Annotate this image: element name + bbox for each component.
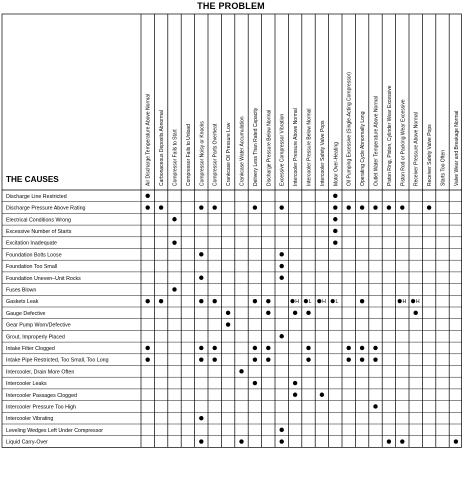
- cause-row: [6, 416, 204, 422]
- problem-mark-dot: [213, 205, 217, 209]
- problem-mark-dot: [226, 322, 230, 326]
- problem-mark-dot: [159, 205, 163, 209]
- cause-label: Discharge Pressure Above Rating: [6, 205, 86, 212]
- cause-row: [6, 205, 431, 211]
- problem-header: Air Discharge Temperature Above Normal: [145, 93, 152, 186]
- problem-header: Compressor Parts Overheat: [212, 123, 219, 186]
- problem-mark-dot: [146, 205, 150, 209]
- problem-mark-dot: [199, 439, 203, 443]
- problem-mark-dot: [347, 357, 351, 361]
- cause-label: Grout, Improperly Placed: [6, 334, 65, 341]
- problem-mark-dot: [199, 416, 203, 420]
- problem-header-title: THE PROBLEM: [197, 1, 265, 11]
- cause-row: [6, 287, 177, 293]
- problem-mark-dot: [306, 357, 310, 361]
- problem-header: Intercooler Pressure Below Normal: [306, 108, 313, 186]
- problem-mark-dot: [280, 205, 284, 209]
- cause-row: [6, 381, 297, 387]
- problem-mark-dot: [320, 393, 324, 397]
- problem-mark-dot: [253, 205, 257, 209]
- cause-rows: [6, 194, 458, 446]
- problem-mark-suffix: L: [335, 299, 339, 306]
- problem-mark-dot: [387, 205, 391, 209]
- cause-row: [6, 439, 458, 445]
- cause-label: Excessive Number of Starts: [6, 228, 72, 235]
- problem-header: Carbonaceous Deposits Abnormal: [159, 110, 166, 186]
- problem-mark-dot: [172, 217, 176, 221]
- problem-mark-dot: [213, 357, 217, 361]
- problem-header: Receiver Safety Valve Pops: [427, 124, 434, 186]
- problem-mark-dot: [293, 311, 297, 315]
- cause-row: [6, 264, 284, 270]
- problem-mark-dot: [199, 252, 203, 256]
- problem-mark-dot: [360, 299, 364, 303]
- problem-mark-dot: [290, 299, 294, 303]
- problem-mark-dot: [373, 357, 377, 361]
- cause-row: [6, 393, 324, 399]
- problem-mark-dot: [280, 264, 284, 268]
- problem-mark-dot: [293, 381, 297, 385]
- problem-column-headers: [146, 72, 460, 186]
- problem-header: Motor Over-Heating: [333, 142, 340, 186]
- problem-mark-dot: [280, 439, 284, 443]
- problem-mark-dot: [400, 205, 404, 209]
- cause-row: [6, 357, 378, 363]
- problem-mark-suffix: H: [295, 299, 300, 306]
- cause-row: [6, 240, 337, 246]
- problem-mark-dot: [360, 346, 364, 350]
- problem-mark-dot: [427, 205, 431, 209]
- cause-label: Fuses Blown: [6, 287, 37, 294]
- problem-mark-dot: [253, 357, 257, 361]
- cause-label: Intercooler Passages Clogged: [6, 392, 77, 399]
- problem-mark-dot: [333, 217, 337, 221]
- problem-mark-dot: [387, 439, 391, 443]
- problem-mark-dot: [304, 299, 308, 303]
- cause-label: Intercooler Vibrating: [6, 416, 54, 423]
- cause-label: Foundation Too Small: [6, 264, 58, 271]
- problem-mark-dot: [333, 240, 337, 244]
- problem-mark-dot: [333, 229, 337, 233]
- cause-row: [6, 346, 378, 352]
- cause-row: [6, 311, 418, 317]
- problem-mark-dot: [266, 346, 270, 350]
- cause-row: [6, 334, 284, 340]
- cause-row: [6, 217, 337, 223]
- causes-header-title: THE CAUSES: [6, 175, 59, 184]
- problem-mark-dot: [146, 357, 150, 361]
- cause-label: Electrical Conditions Wrong: [6, 217, 71, 224]
- cause-label: Gauge Defective: [6, 310, 46, 317]
- problem-mark-dot: [280, 334, 284, 338]
- problem-mark-dot: [398, 299, 402, 303]
- problem-mark-dot: [347, 346, 351, 350]
- problem-header: Starts Too Often: [440, 149, 447, 186]
- problem-mark-dot: [253, 299, 257, 303]
- problem-mark-dot: [159, 299, 163, 303]
- problem-mark-dot: [253, 346, 257, 350]
- problem-mark-dot: [239, 439, 243, 443]
- problem-mark-dot: [333, 194, 337, 198]
- cause-row: [6, 428, 284, 434]
- cause-label: Leveling Wedges Left Under Compressor: [6, 427, 104, 434]
- cause-label: Liquid Carry-Over: [6, 439, 48, 446]
- cause-label: Foundation Uneven–Unit Rocks: [6, 275, 81, 282]
- problem-mark-dot: [213, 299, 217, 303]
- cause-label: Intake Filter Clogged: [6, 345, 55, 352]
- problem-mark-dot: [331, 299, 335, 303]
- cause-label: Intake Pipe Restricted, Too Small, Too Long: [6, 357, 109, 364]
- problem-mark-dot: [239, 369, 243, 373]
- problem-mark-dot: [293, 393, 297, 397]
- problem-mark-suffix: H: [322, 299, 326, 306]
- problem-header: Operating Cycle Abnormally Long: [360, 111, 367, 186]
- cause-label: Intercooler Leaks: [6, 381, 47, 388]
- problem-header: Compressor Noisy or Knocks: [199, 121, 206, 186]
- cause-label: Excitation Inadequate: [6, 240, 57, 247]
- problem-mark-dot: [146, 194, 150, 198]
- problem-mark-dot: [373, 346, 377, 350]
- problem-mark-dot: [266, 357, 270, 361]
- problem-mark-dot: [373, 404, 377, 408]
- problem-mark-dot: [306, 346, 310, 350]
- problem-header: Piston Rod or Packing Wear Excessive: [400, 99, 407, 186]
- cause-row: [6, 299, 420, 305]
- problem-mark-dot: [280, 252, 284, 256]
- problem-mark-suffix: L: [308, 299, 312, 306]
- problem-mark-dot: [226, 311, 230, 315]
- problem-header: Compressor Fails to Unload: [185, 124, 192, 186]
- problem-header: Valve Wear and Breakage Normal: [453, 110, 460, 186]
- problem-header: Oil Pumping Excessive (Single-Acting Compressor): [346, 72, 353, 186]
- problem-header: Crankcase Water Accumulation: [239, 116, 246, 186]
- problem-mark-dot: [333, 205, 337, 209]
- problem-header: Crankcase Oil Pressure Low: [226, 122, 233, 186]
- cause-label: Foundation Bolts Loose: [6, 252, 62, 259]
- cause-row: [6, 322, 230, 328]
- cause-row: [6, 252, 284, 258]
- problem-mark-dot: [146, 299, 150, 303]
- problem-mark-dot: [280, 428, 284, 432]
- cause-row: [6, 229, 337, 235]
- problem-header: Outlet Water Temperature Above Normal: [373, 95, 380, 186]
- problem-mark-dot: [317, 299, 321, 303]
- problem-mark-dot: [199, 276, 203, 280]
- problem-mark-dot: [280, 276, 284, 280]
- problem-header: Piston Ring, Piston, Cylinder Wear Excessive: [386, 85, 393, 186]
- problem-mark-suffix: H: [415, 299, 420, 306]
- problem-mark-dot: [199, 299, 203, 303]
- problem-header: Intercooler Pressure Above Normal: [293, 108, 300, 186]
- problem-header: Compressor Fails to Start: [172, 129, 179, 186]
- problem-mark-dot: [213, 346, 217, 350]
- problem-mark-dot: [414, 311, 418, 315]
- cause-row: [6, 404, 378, 410]
- problem-mark-dot: [360, 357, 364, 361]
- problem-mark-dot: [199, 346, 203, 350]
- problem-header: Excessive Compressor Vibration: [279, 113, 286, 186]
- cause-row: [6, 194, 337, 200]
- problem-mark-dot: [172, 240, 176, 244]
- problem-mark-dot: [146, 346, 150, 350]
- cause-row: [6, 276, 284, 282]
- problem-header: Discharge Pressure Below Normal: [266, 109, 273, 186]
- problem-mark-dot: [373, 205, 377, 209]
- problem-header: Delivery Less Than Rated Capacity: [252, 107, 259, 186]
- cause-label: Intercooler, Drain More Often: [6, 369, 75, 376]
- problem-mark-dot: [253, 381, 257, 385]
- problem-mark-dot: [306, 311, 310, 315]
- problem-mark-dot: [199, 357, 203, 361]
- cause-label: Discharge Line Restricted: [6, 193, 67, 200]
- problem-mark-dot: [266, 311, 270, 315]
- cause-label: Gear Pump Worn/Defective: [6, 322, 71, 329]
- cause-label: Intercooler Pressure Too High: [6, 404, 76, 411]
- problem-mark-dot: [266, 299, 270, 303]
- problem-mark-dot: [172, 287, 176, 291]
- problem-mark-dot: [199, 205, 203, 209]
- problem-header: Intercooler Safety Valve Pops: [319, 120, 326, 186]
- problem-mark-dot: [360, 205, 364, 209]
- problem-mark-dot: [454, 439, 458, 443]
- problem-header: Receiver Pressure Above Normal: [413, 112, 420, 186]
- problem-mark-dot: [400, 439, 404, 443]
- problem-mark-dot: [411, 299, 415, 303]
- problem-mark-dot: [347, 205, 351, 209]
- cause-label: Gaskets Leak: [6, 299, 39, 306]
- problem-mark-suffix: H: [402, 299, 407, 306]
